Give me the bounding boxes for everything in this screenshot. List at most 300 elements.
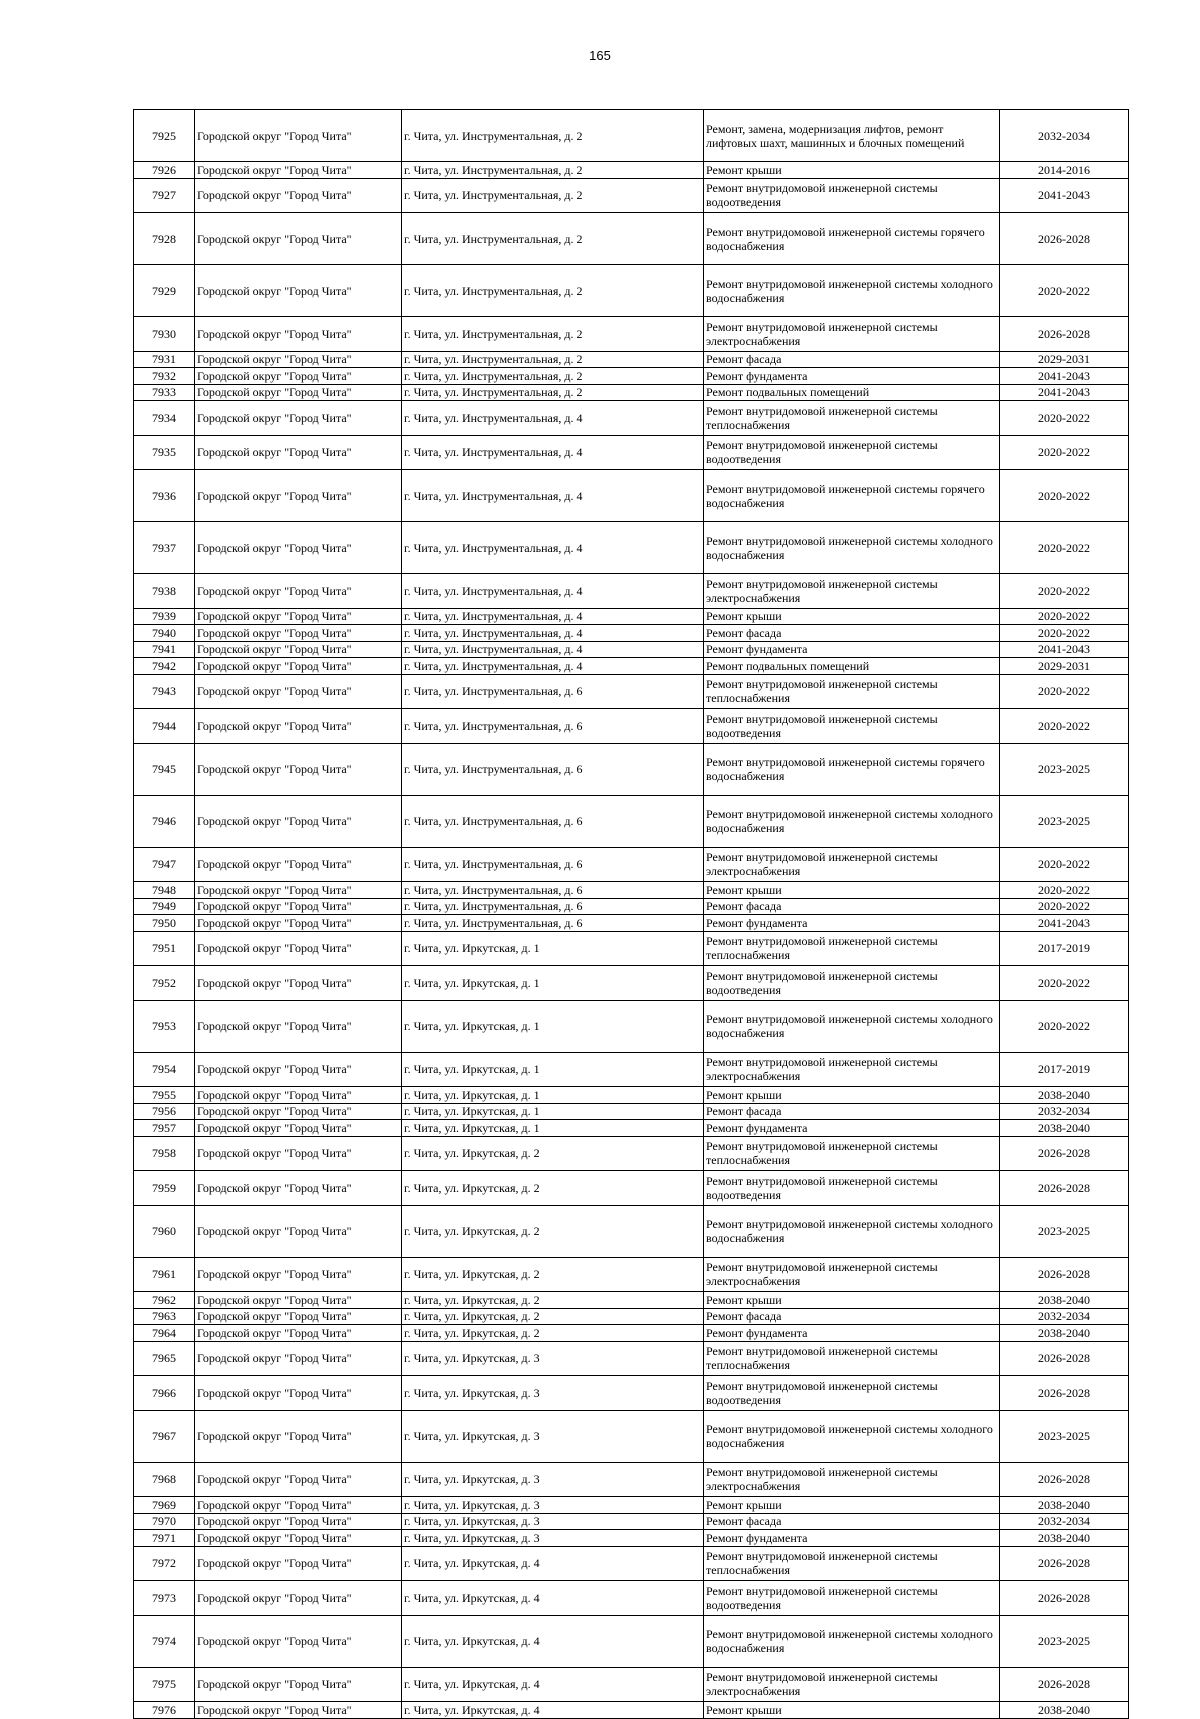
address-cell: г. Чита, ул. Иркутская, д. 4: [402, 1667, 704, 1702]
work-type-cell: Ремонт фасада: [704, 1103, 1000, 1120]
row-number-cell: 7936: [134, 470, 195, 522]
work-type-cell: Ремонт фасада: [704, 351, 1000, 368]
capital-repair-table: [133, 109, 1129, 1719]
table-row: [134, 265, 1129, 317]
address-cell: г. Чита, ул. Инструментальная, д. 4: [402, 641, 704, 658]
municipality-cell: Городской округ "Город Чита": [195, 1615, 402, 1667]
municipality-cell: Городской округ "Город Чита": [195, 1052, 402, 1087]
table-row: [134, 625, 1129, 642]
work-type-cell: Ремонт внутридомовой инженерной системы водоотведения: [704, 709, 1000, 744]
table-row: [134, 1546, 1129, 1581]
table-row: [134, 213, 1129, 265]
work-type-cell: Ремонт внутридомовой инженерной системы водоотведения: [704, 1376, 1000, 1411]
period-cell: 2020-2022: [1000, 709, 1129, 744]
work-type-cell: Ремонт внутридомовой инженерной системы холодного водоснабжения: [704, 522, 1000, 574]
municipality-cell: Городской округ "Город Чита": [195, 1497, 402, 1514]
period-cell: 2029-2031: [1000, 351, 1129, 368]
table-row: [134, 1702, 1129, 1719]
row-number-cell: 7967: [134, 1410, 195, 1462]
period-cell: 2023-2025: [1000, 1205, 1129, 1257]
row-number-cell: 7931: [134, 351, 195, 368]
row-number-cell: 7965: [134, 1341, 195, 1376]
municipality-cell: Городской округ "Город Чита": [195, 1120, 402, 1137]
row-number-cell: 7949: [134, 898, 195, 915]
work-type-cell: Ремонт внутридомовой инженерной системы теплоснабжения: [704, 674, 1000, 709]
work-type-cell: Ремонт внутридомовой инженерной системы теплоснабжения: [704, 1546, 1000, 1581]
row-number-cell: 7926: [134, 162, 195, 179]
address-cell: г. Чита, ул. Инструментальная, д. 6: [402, 898, 704, 915]
address-cell: г. Чита, ул. Иркутская, д. 3: [402, 1497, 704, 1514]
municipality-cell: Городской округ "Город Чита": [195, 522, 402, 574]
work-type-cell: Ремонт крыши: [704, 1497, 1000, 1514]
row-number-cell: 7939: [134, 608, 195, 625]
address-cell: г. Чита, ул. Инструментальная, д. 4: [402, 574, 704, 609]
address-cell: г. Чита, ул. Иркутская, д. 3: [402, 1462, 704, 1497]
row-number-cell: 7946: [134, 795, 195, 847]
address-cell: г. Чита, ул. Инструментальная, д. 6: [402, 743, 704, 795]
address-cell: г. Чита, ул. Инструментальная, д. 2: [402, 213, 704, 265]
address-cell: г. Чита, ул. Инструментальная, д. 4: [402, 522, 704, 574]
address-cell: г. Чита, ул. Иркутская, д. 3: [402, 1341, 704, 1376]
address-cell: г. Чита, ул. Инструментальная, д. 6: [402, 915, 704, 932]
period-cell: 2041-2043: [1000, 384, 1129, 401]
table-row: [134, 1087, 1129, 1104]
work-type-cell: Ремонт фундамента: [704, 915, 1000, 932]
period-cell: 2038-2040: [1000, 1325, 1129, 1342]
period-cell: 2020-2022: [1000, 435, 1129, 470]
address-cell: г. Чита, ул. Инструментальная, д. 6: [402, 795, 704, 847]
row-number-cell: 7964: [134, 1325, 195, 1342]
municipality-cell: Городской округ "Город Чита": [195, 317, 402, 352]
address-cell: г. Чита, ул. Инструментальная, д. 4: [402, 625, 704, 642]
table-body: [134, 110, 1129, 1719]
municipality-cell: Городской округ "Город Чита": [195, 847, 402, 882]
row-number-cell: 7948: [134, 882, 195, 899]
table-row: [134, 1325, 1129, 1342]
municipality-cell: Городской округ "Город Чита": [195, 368, 402, 385]
row-number-cell: 7971: [134, 1530, 195, 1547]
address-cell: г. Чита, ул. Иркутская, д. 2: [402, 1136, 704, 1171]
period-cell: 2020-2022: [1000, 1000, 1129, 1052]
municipality-cell: Городской округ "Город Чита": [195, 1513, 402, 1530]
municipality-cell: Городской округ "Город Чита": [195, 384, 402, 401]
municipality-cell: Городской округ "Город Чита": [195, 435, 402, 470]
address-cell: г. Чита, ул. Иркутская, д. 4: [402, 1581, 704, 1616]
row-number-cell: 7976: [134, 1702, 195, 1719]
municipality-cell: Городской округ "Город Чита": [195, 1171, 402, 1206]
row-number-cell: 7944: [134, 709, 195, 744]
municipality-cell: Городской округ "Город Чита": [195, 641, 402, 658]
table-row: [134, 162, 1129, 179]
municipality-cell: Городской округ "Город Чита": [195, 1530, 402, 1547]
period-cell: 2023-2025: [1000, 1615, 1129, 1667]
work-type-cell: Ремонт внутридомовой инженерной системы электроснабжения: [704, 1462, 1000, 1497]
municipality-cell: Городской округ "Город Чита": [195, 1325, 402, 1342]
table-row: [134, 1667, 1129, 1702]
period-cell: 2026-2028: [1000, 1581, 1129, 1616]
row-number-cell: 7972: [134, 1546, 195, 1581]
work-type-cell: Ремонт фасада: [704, 1308, 1000, 1325]
row-number-cell: 7935: [134, 435, 195, 470]
row-number-cell: 7933: [134, 384, 195, 401]
period-cell: 2041-2043: [1000, 641, 1129, 658]
row-number-cell: 7930: [134, 317, 195, 352]
work-type-cell: Ремонт крыши: [704, 1702, 1000, 1719]
address-cell: г. Чита, ул. Иркутская, д. 1: [402, 931, 704, 966]
municipality-cell: Городской округ "Город Чита": [195, 574, 402, 609]
row-number-cell: 7974: [134, 1615, 195, 1667]
work-type-cell: Ремонт фундамента: [704, 1325, 1000, 1342]
table-row: [134, 658, 1129, 675]
work-type-cell: Ремонт крыши: [704, 608, 1000, 625]
table-row: [134, 574, 1129, 609]
municipality-cell: Городской округ "Город Чита": [195, 1292, 402, 1309]
municipality-cell: Городской округ "Город Чита": [195, 351, 402, 368]
work-type-cell: Ремонт внутридомовой инженерной системы электроснабжения: [704, 1052, 1000, 1087]
table-row: [134, 743, 1129, 795]
work-type-cell: Ремонт внутридомовой инженерной системы горячего водоснабжения: [704, 213, 1000, 265]
table-row: [134, 1497, 1129, 1514]
address-cell: г. Чита, ул. Иркутская, д. 2: [402, 1325, 704, 1342]
address-cell: г. Чита, ул. Иркутская, д. 1: [402, 1052, 704, 1087]
work-type-cell: Ремонт крыши: [704, 162, 1000, 179]
row-number-cell: 7963: [134, 1308, 195, 1325]
municipality-cell: Городской округ "Город Чита": [195, 915, 402, 932]
municipality-cell: Городской округ "Город Чита": [195, 743, 402, 795]
period-cell: 2014-2016: [1000, 162, 1129, 179]
work-type-cell: Ремонт внутридомовой инженерной системы теплоснабжения: [704, 401, 1000, 436]
page-number: 165: [589, 48, 611, 63]
municipality-cell: Городской округ "Город Чита": [195, 898, 402, 915]
table-row: [134, 1308, 1129, 1325]
municipality-cell: Городской округ "Город Чита": [195, 470, 402, 522]
period-cell: 2017-2019: [1000, 931, 1129, 966]
work-type-cell: Ремонт внутридомовой инженерной системы водоотведения: [704, 178, 1000, 213]
row-number-cell: 7929: [134, 265, 195, 317]
address-cell: г. Чита, ул. Инструментальная, д. 2: [402, 162, 704, 179]
row-number-cell: 7945: [134, 743, 195, 795]
municipality-cell: Городской округ "Город Чита": [195, 178, 402, 213]
address-cell: г. Чита, ул. Иркутская, д. 1: [402, 1103, 704, 1120]
period-cell: 2020-2022: [1000, 470, 1129, 522]
period-cell: 2032-2034: [1000, 110, 1129, 162]
period-cell: 2020-2022: [1000, 625, 1129, 642]
table-row: [134, 1171, 1129, 1206]
address-cell: г. Чита, ул. Инструментальная, д. 6: [402, 882, 704, 899]
address-cell: г. Чита, ул. Иркутская, д. 1: [402, 966, 704, 1001]
table-row: [134, 674, 1129, 709]
work-type-cell: Ремонт внутридомовой инженерной системы холодного водоснабжения: [704, 1000, 1000, 1052]
period-cell: 2026-2028: [1000, 1376, 1129, 1411]
municipality-cell: Городской округ "Город Чита": [195, 709, 402, 744]
municipality-cell: Городской округ "Город Чита": [195, 1000, 402, 1052]
period-cell: 2020-2022: [1000, 608, 1129, 625]
municipality-cell: Городской округ "Город Чита": [195, 110, 402, 162]
table-row: [134, 608, 1129, 625]
address-cell: г. Чита, ул. Инструментальная, д. 4: [402, 608, 704, 625]
period-cell: 2041-2043: [1000, 178, 1129, 213]
table-row: [134, 1120, 1129, 1137]
work-type-cell: Ремонт внутридомовой инженерной системы электроснабжения: [704, 574, 1000, 609]
period-cell: 2026-2028: [1000, 1257, 1129, 1292]
municipality-cell: Городской округ "Город Чита": [195, 1581, 402, 1616]
table-row: [134, 898, 1129, 915]
municipality-cell: Городской округ "Город Чита": [195, 1376, 402, 1411]
row-number-cell: 7942: [134, 658, 195, 675]
address-cell: г. Чита, ул. Иркутская, д. 1: [402, 1087, 704, 1104]
municipality-cell: Городской округ "Город Чита": [195, 795, 402, 847]
work-type-cell: Ремонт фундамента: [704, 1120, 1000, 1137]
work-type-cell: Ремонт подвальных помещений: [704, 658, 1000, 675]
address-cell: г. Чита, ул. Инструментальная, д. 2: [402, 384, 704, 401]
work-type-cell: Ремонт, замена, модернизация лифтов, ремонт лифтовых шахт, машинных и блочных помещений: [704, 110, 1000, 162]
row-number-cell: 7953: [134, 1000, 195, 1052]
period-cell: 2020-2022: [1000, 522, 1129, 574]
row-number-cell: 7928: [134, 213, 195, 265]
work-type-cell: Ремонт внутридомовой инженерной системы холодного водоснабжения: [704, 1410, 1000, 1462]
municipality-cell: Городской округ "Город Чита": [195, 1205, 402, 1257]
address-cell: г. Чита, ул. Иркутская, д. 2: [402, 1308, 704, 1325]
row-number-cell: 7961: [134, 1257, 195, 1292]
period-cell: 2020-2022: [1000, 401, 1129, 436]
address-cell: г. Чита, ул. Инструментальная, д. 4: [402, 401, 704, 436]
period-cell: 2026-2028: [1000, 1136, 1129, 1171]
address-cell: г. Чита, ул. Инструментальная, д. 2: [402, 265, 704, 317]
work-type-cell: Ремонт внутридомовой инженерной системы электроснабжения: [704, 847, 1000, 882]
table-row: [134, 1292, 1129, 1309]
address-cell: г. Чита, ул. Инструментальная, д. 2: [402, 351, 704, 368]
table-row: [134, 1376, 1129, 1411]
table-row: [134, 1103, 1129, 1120]
row-number-cell: 7951: [134, 931, 195, 966]
work-type-cell: Ремонт внутридомовой инженерной системы холодного водоснабжения: [704, 1615, 1000, 1667]
row-number-cell: 7973: [134, 1581, 195, 1616]
period-cell: 2032-2034: [1000, 1103, 1129, 1120]
period-cell: 2041-2043: [1000, 915, 1129, 932]
address-cell: г. Чита, ул. Инструментальная, д. 6: [402, 709, 704, 744]
row-number-cell: 7925: [134, 110, 195, 162]
period-cell: 2038-2040: [1000, 1292, 1129, 1309]
table-row: [134, 1462, 1129, 1497]
row-number-cell: 7966: [134, 1376, 195, 1411]
table-row: [134, 1615, 1129, 1667]
work-type-cell: Ремонт внутридомовой инженерной системы электроснабжения: [704, 1667, 1000, 1702]
period-cell: 2038-2040: [1000, 1120, 1129, 1137]
row-number-cell: 7954: [134, 1052, 195, 1087]
table-row: [134, 368, 1129, 385]
table-row: [134, 1581, 1129, 1616]
address-cell: г. Чита, ул. Иркутская, д. 1: [402, 1000, 704, 1052]
table-row: [134, 1410, 1129, 1462]
municipality-cell: Городской округ "Город Чита": [195, 625, 402, 642]
table-row: [134, 641, 1129, 658]
work-type-cell: Ремонт фасада: [704, 625, 1000, 642]
table-row: [134, 1000, 1129, 1052]
period-cell: 2020-2022: [1000, 265, 1129, 317]
row-number-cell: 7958: [134, 1136, 195, 1171]
period-cell: 2038-2040: [1000, 1087, 1129, 1104]
period-cell: 2026-2028: [1000, 317, 1129, 352]
municipality-cell: Городской округ "Город Чита": [195, 1667, 402, 1702]
address-cell: г. Чита, ул. Инструментальная, д. 2: [402, 178, 704, 213]
address-cell: г. Чита, ул. Иркутская, д. 2: [402, 1205, 704, 1257]
table-row: [134, 1052, 1129, 1087]
period-cell: 2029-2031: [1000, 658, 1129, 675]
row-number-cell: 7941: [134, 641, 195, 658]
address-cell: г. Чита, ул. Инструментальная, д. 4: [402, 658, 704, 675]
address-cell: г. Чита, ул. Иркутская, д. 3: [402, 1513, 704, 1530]
table-row: [134, 709, 1129, 744]
period-cell: 2038-2040: [1000, 1497, 1129, 1514]
work-type-cell: Ремонт внутридомовой инженерной системы холодного водоснабжения: [704, 265, 1000, 317]
work-type-cell: Ремонт крыши: [704, 1087, 1000, 1104]
table-row: [134, 435, 1129, 470]
table-row: [134, 110, 1129, 162]
address-cell: г. Чита, ул. Иркутская, д. 4: [402, 1546, 704, 1581]
work-type-cell: Ремонт подвальных помещений: [704, 384, 1000, 401]
municipality-cell: Городской округ "Город Чита": [195, 1087, 402, 1104]
work-type-cell: Ремонт фасада: [704, 898, 1000, 915]
address-cell: г. Чита, ул. Иркутская, д. 4: [402, 1615, 704, 1667]
row-number-cell: 7955: [134, 1087, 195, 1104]
table-row: [134, 882, 1129, 899]
row-number-cell: 7943: [134, 674, 195, 709]
work-type-cell: Ремонт внутридомовой инженерной системы теплоснабжения: [704, 1341, 1000, 1376]
address-cell: г. Чита, ул. Инструментальная, д. 6: [402, 847, 704, 882]
row-number-cell: 7947: [134, 847, 195, 882]
municipality-cell: Городской округ "Город Чита": [195, 1308, 402, 1325]
municipality-cell: Городской округ "Город Чита": [195, 1136, 402, 1171]
table-row: [134, 317, 1129, 352]
address-cell: г. Чита, ул. Иркутская, д. 2: [402, 1171, 704, 1206]
work-type-cell: Ремонт внутридомовой инженерной системы холодного водоснабжения: [704, 1205, 1000, 1257]
table-row: [134, 966, 1129, 1001]
row-number-cell: 7938: [134, 574, 195, 609]
table-row: [134, 470, 1129, 522]
period-cell: 2023-2025: [1000, 1410, 1129, 1462]
period-cell: 2026-2028: [1000, 1667, 1129, 1702]
row-number-cell: 7934: [134, 401, 195, 436]
row-number-cell: 7970: [134, 1513, 195, 1530]
address-cell: г. Чита, ул. Иркутская, д. 3: [402, 1410, 704, 1462]
period-cell: 2023-2025: [1000, 795, 1129, 847]
period-cell: 2026-2028: [1000, 1341, 1129, 1376]
municipality-cell: Городской округ "Город Чита": [195, 1462, 402, 1497]
table-row: [134, 1341, 1129, 1376]
work-type-cell: Ремонт фундамента: [704, 641, 1000, 658]
table-row: [134, 401, 1129, 436]
row-number-cell: 7927: [134, 178, 195, 213]
period-cell: 2038-2040: [1000, 1702, 1129, 1719]
table-row: [134, 931, 1129, 966]
period-cell: 2020-2022: [1000, 966, 1129, 1001]
work-type-cell: Ремонт фундамента: [704, 368, 1000, 385]
table-row: [134, 1205, 1129, 1257]
municipality-cell: Городской округ "Город Чита": [195, 882, 402, 899]
address-cell: г. Чита, ул. Иркутская, д. 1: [402, 1120, 704, 1137]
municipality-cell: Городской округ "Город Чита": [195, 1702, 402, 1719]
work-type-cell: Ремонт фасада: [704, 1513, 1000, 1530]
period-cell: 2026-2028: [1000, 1546, 1129, 1581]
row-number-cell: 7960: [134, 1205, 195, 1257]
period-cell: 2017-2019: [1000, 1052, 1129, 1087]
work-type-cell: Ремонт фундамента: [704, 1530, 1000, 1547]
row-number-cell: 7975: [134, 1667, 195, 1702]
address-cell: г. Чита, ул. Иркутская, д. 2: [402, 1257, 704, 1292]
work-type-cell: Ремонт внутридомовой инженерной системы холодного водоснабжения: [704, 795, 1000, 847]
address-cell: г. Чита, ул. Иркутская, д. 4: [402, 1702, 704, 1719]
work-type-cell: Ремонт внутридомовой инженерной системы электроснабжения: [704, 317, 1000, 352]
work-type-cell: Ремонт внутридомовой инженерной системы теплоснабжения: [704, 1136, 1000, 1171]
period-cell: 2023-2025: [1000, 743, 1129, 795]
address-cell: г. Чита, ул. Инструментальная, д. 2: [402, 317, 704, 352]
period-cell: 2020-2022: [1000, 574, 1129, 609]
row-number-cell: 7959: [134, 1171, 195, 1206]
work-type-cell: Ремонт крыши: [704, 1292, 1000, 1309]
period-cell: 2026-2028: [1000, 1462, 1129, 1497]
address-cell: г. Чита, ул. Инструментальная, д. 2: [402, 110, 704, 162]
row-number-cell: 7952: [134, 966, 195, 1001]
work-type-cell: Ремонт внутридомовой инженерной системы водоотведения: [704, 435, 1000, 470]
period-cell: 2020-2022: [1000, 847, 1129, 882]
period-cell: 2032-2034: [1000, 1513, 1129, 1530]
work-type-cell: Ремонт внутридомовой инженерной системы электроснабжения: [704, 1257, 1000, 1292]
address-cell: г. Чита, ул. Инструментальная, д. 4: [402, 435, 704, 470]
municipality-cell: Городской округ "Город Чита": [195, 213, 402, 265]
period-cell: 2026-2028: [1000, 213, 1129, 265]
period-cell: 2026-2028: [1000, 1171, 1129, 1206]
period-cell: 2020-2022: [1000, 898, 1129, 915]
municipality-cell: Городской округ "Город Чита": [195, 966, 402, 1001]
address-cell: г. Чита, ул. Инструментальная, д. 6: [402, 674, 704, 709]
address-cell: г. Чита, ул. Инструментальная, д. 4: [402, 470, 704, 522]
municipality-cell: Городской округ "Город Чита": [195, 1546, 402, 1581]
table-row: [134, 384, 1129, 401]
row-number-cell: 7957: [134, 1120, 195, 1137]
municipality-cell: Городской округ "Город Чита": [195, 608, 402, 625]
period-cell: 2041-2043: [1000, 368, 1129, 385]
table-row: [134, 1530, 1129, 1547]
table-row: [134, 915, 1129, 932]
table-row: [134, 1136, 1129, 1171]
work-type-cell: Ремонт внутридомовой инженерной системы водоотведения: [704, 1581, 1000, 1616]
municipality-cell: Городской округ "Город Чита": [195, 1341, 402, 1376]
work-type-cell: Ремонт внутридомовой инженерной системы водоотведения: [704, 966, 1000, 1001]
municipality-cell: Городской округ "Город Чита": [195, 162, 402, 179]
table-row: [134, 522, 1129, 574]
address-cell: г. Чита, ул. Иркутская, д. 2: [402, 1292, 704, 1309]
row-number-cell: 7932: [134, 368, 195, 385]
work-type-cell: Ремонт внутридомовой инженерной системы теплоснабжения: [704, 931, 1000, 966]
municipality-cell: Городской округ "Город Чита": [195, 1410, 402, 1462]
table-row: [134, 178, 1129, 213]
address-cell: г. Чита, ул. Иркутская, д. 3: [402, 1376, 704, 1411]
table-row: [134, 1257, 1129, 1292]
row-number-cell: 7956: [134, 1103, 195, 1120]
table-row: [134, 847, 1129, 882]
table-row: [134, 351, 1129, 368]
work-type-cell: Ремонт внутридомовой инженерной системы горячего водоснабжения: [704, 743, 1000, 795]
address-cell: г. Чита, ул. Инструментальная, д. 2: [402, 368, 704, 385]
period-cell: 2020-2022: [1000, 882, 1129, 899]
municipality-cell: Городской округ "Город Чита": [195, 658, 402, 675]
municipality-cell: Городской округ "Город Чита": [195, 1257, 402, 1292]
municipality-cell: Городской округ "Город Чита": [195, 674, 402, 709]
row-number-cell: 7937: [134, 522, 195, 574]
municipality-cell: Городской округ "Город Чита": [195, 401, 402, 436]
table-row: [134, 1513, 1129, 1530]
work-type-cell: Ремонт внутридомовой инженерной системы горячего водоснабжения: [704, 470, 1000, 522]
